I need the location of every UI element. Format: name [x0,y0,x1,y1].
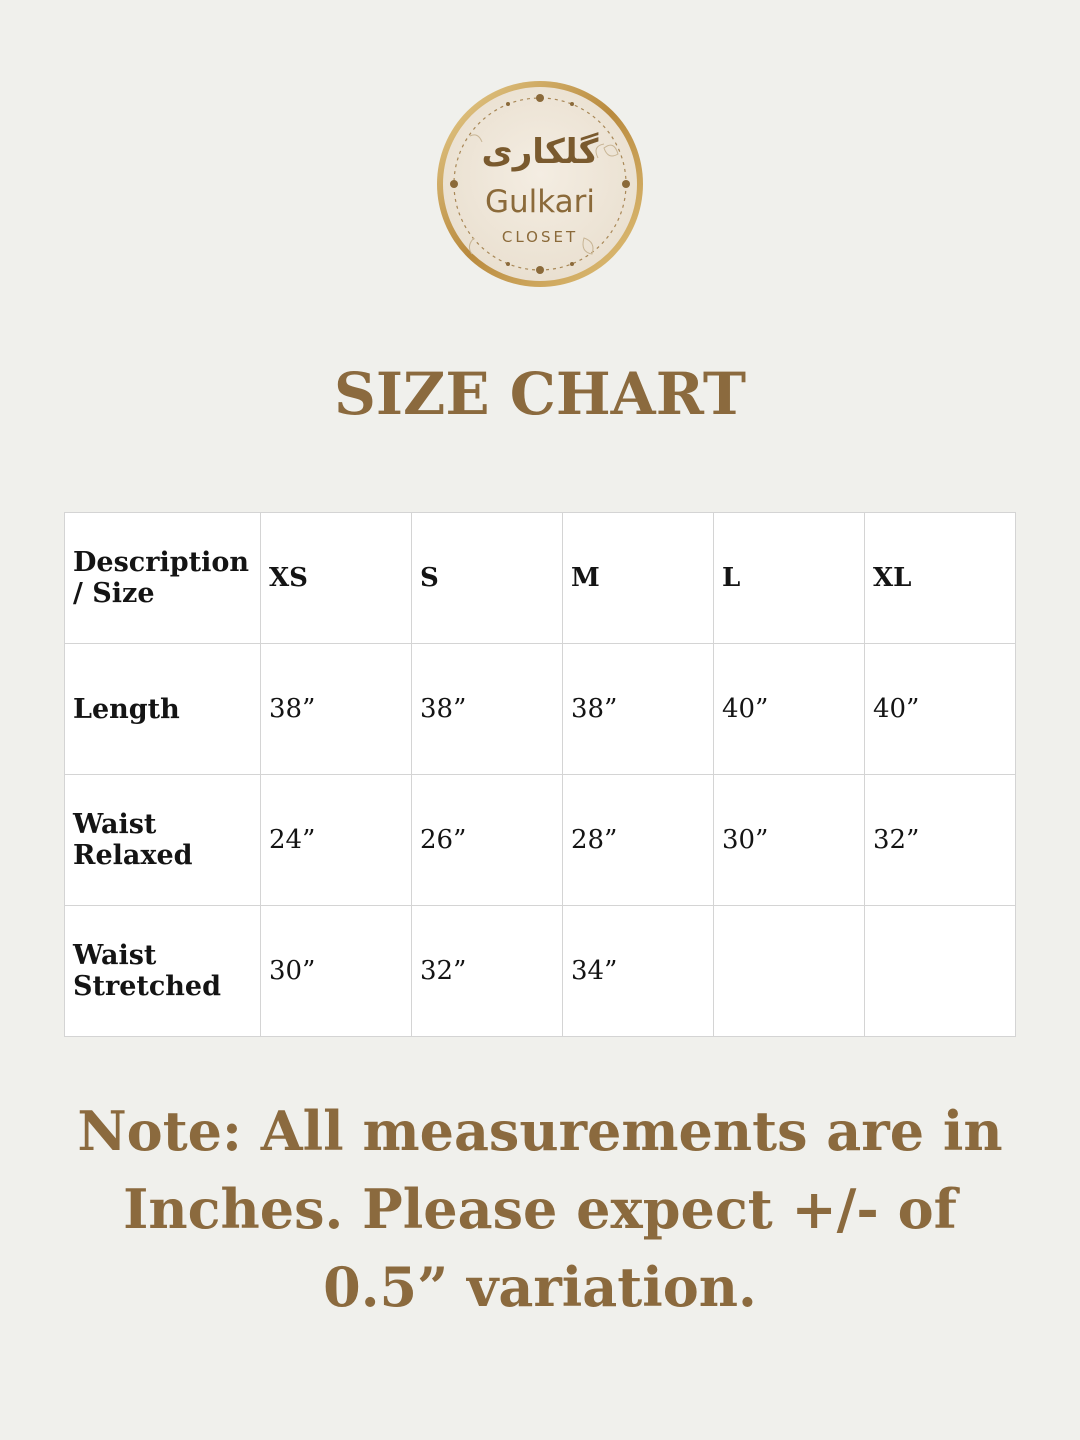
table-cell: 28” [563,775,714,906]
row-label: Waist Relaxed [65,775,261,906]
page-title: SIZE CHART [333,360,747,428]
table-cell: 40” [714,644,865,775]
table-cell: 38” [412,644,563,775]
logo-brand-name: Gulkari [484,184,596,220]
size-chart-table [64,512,1016,1037]
table-cell: 24” [261,775,412,906]
table-cell: 30” [714,775,865,906]
table-cell [865,906,1016,1037]
header-cell-size: S [412,513,563,644]
header-cell-size: M [563,513,714,644]
table-cell: 26” [412,775,563,906]
table-row [65,906,1016,1037]
table-row [65,644,1016,775]
measurement-note: Note: All measurements are in Inches. Please expect +/- of 0.5” variation. [77,1099,1003,1319]
table-cell: 32” [865,775,1016,906]
logo-subtitle: CLOSET [501,228,579,246]
logo-urdu-text: گلکاری [481,132,599,172]
table-cell [714,906,865,1037]
header-cell-size: XS [261,513,412,644]
brand-logo [434,78,646,290]
table-row [65,775,1016,906]
header-cell-size: XL [865,513,1016,644]
table-cell: 32” [412,906,563,1037]
row-label: Waist Stretched [65,906,261,1037]
header-cell-size: L [714,513,865,644]
table-cell: 40” [865,644,1016,775]
header-cell-description: Description / Size [65,513,261,644]
table-cell: 38” [261,644,412,775]
row-label: Length [65,644,261,775]
table-header-row [65,513,1016,644]
table-cell: 34” [563,906,714,1037]
table-cell: 30” [261,906,412,1037]
table-cell: 38” [563,644,714,775]
